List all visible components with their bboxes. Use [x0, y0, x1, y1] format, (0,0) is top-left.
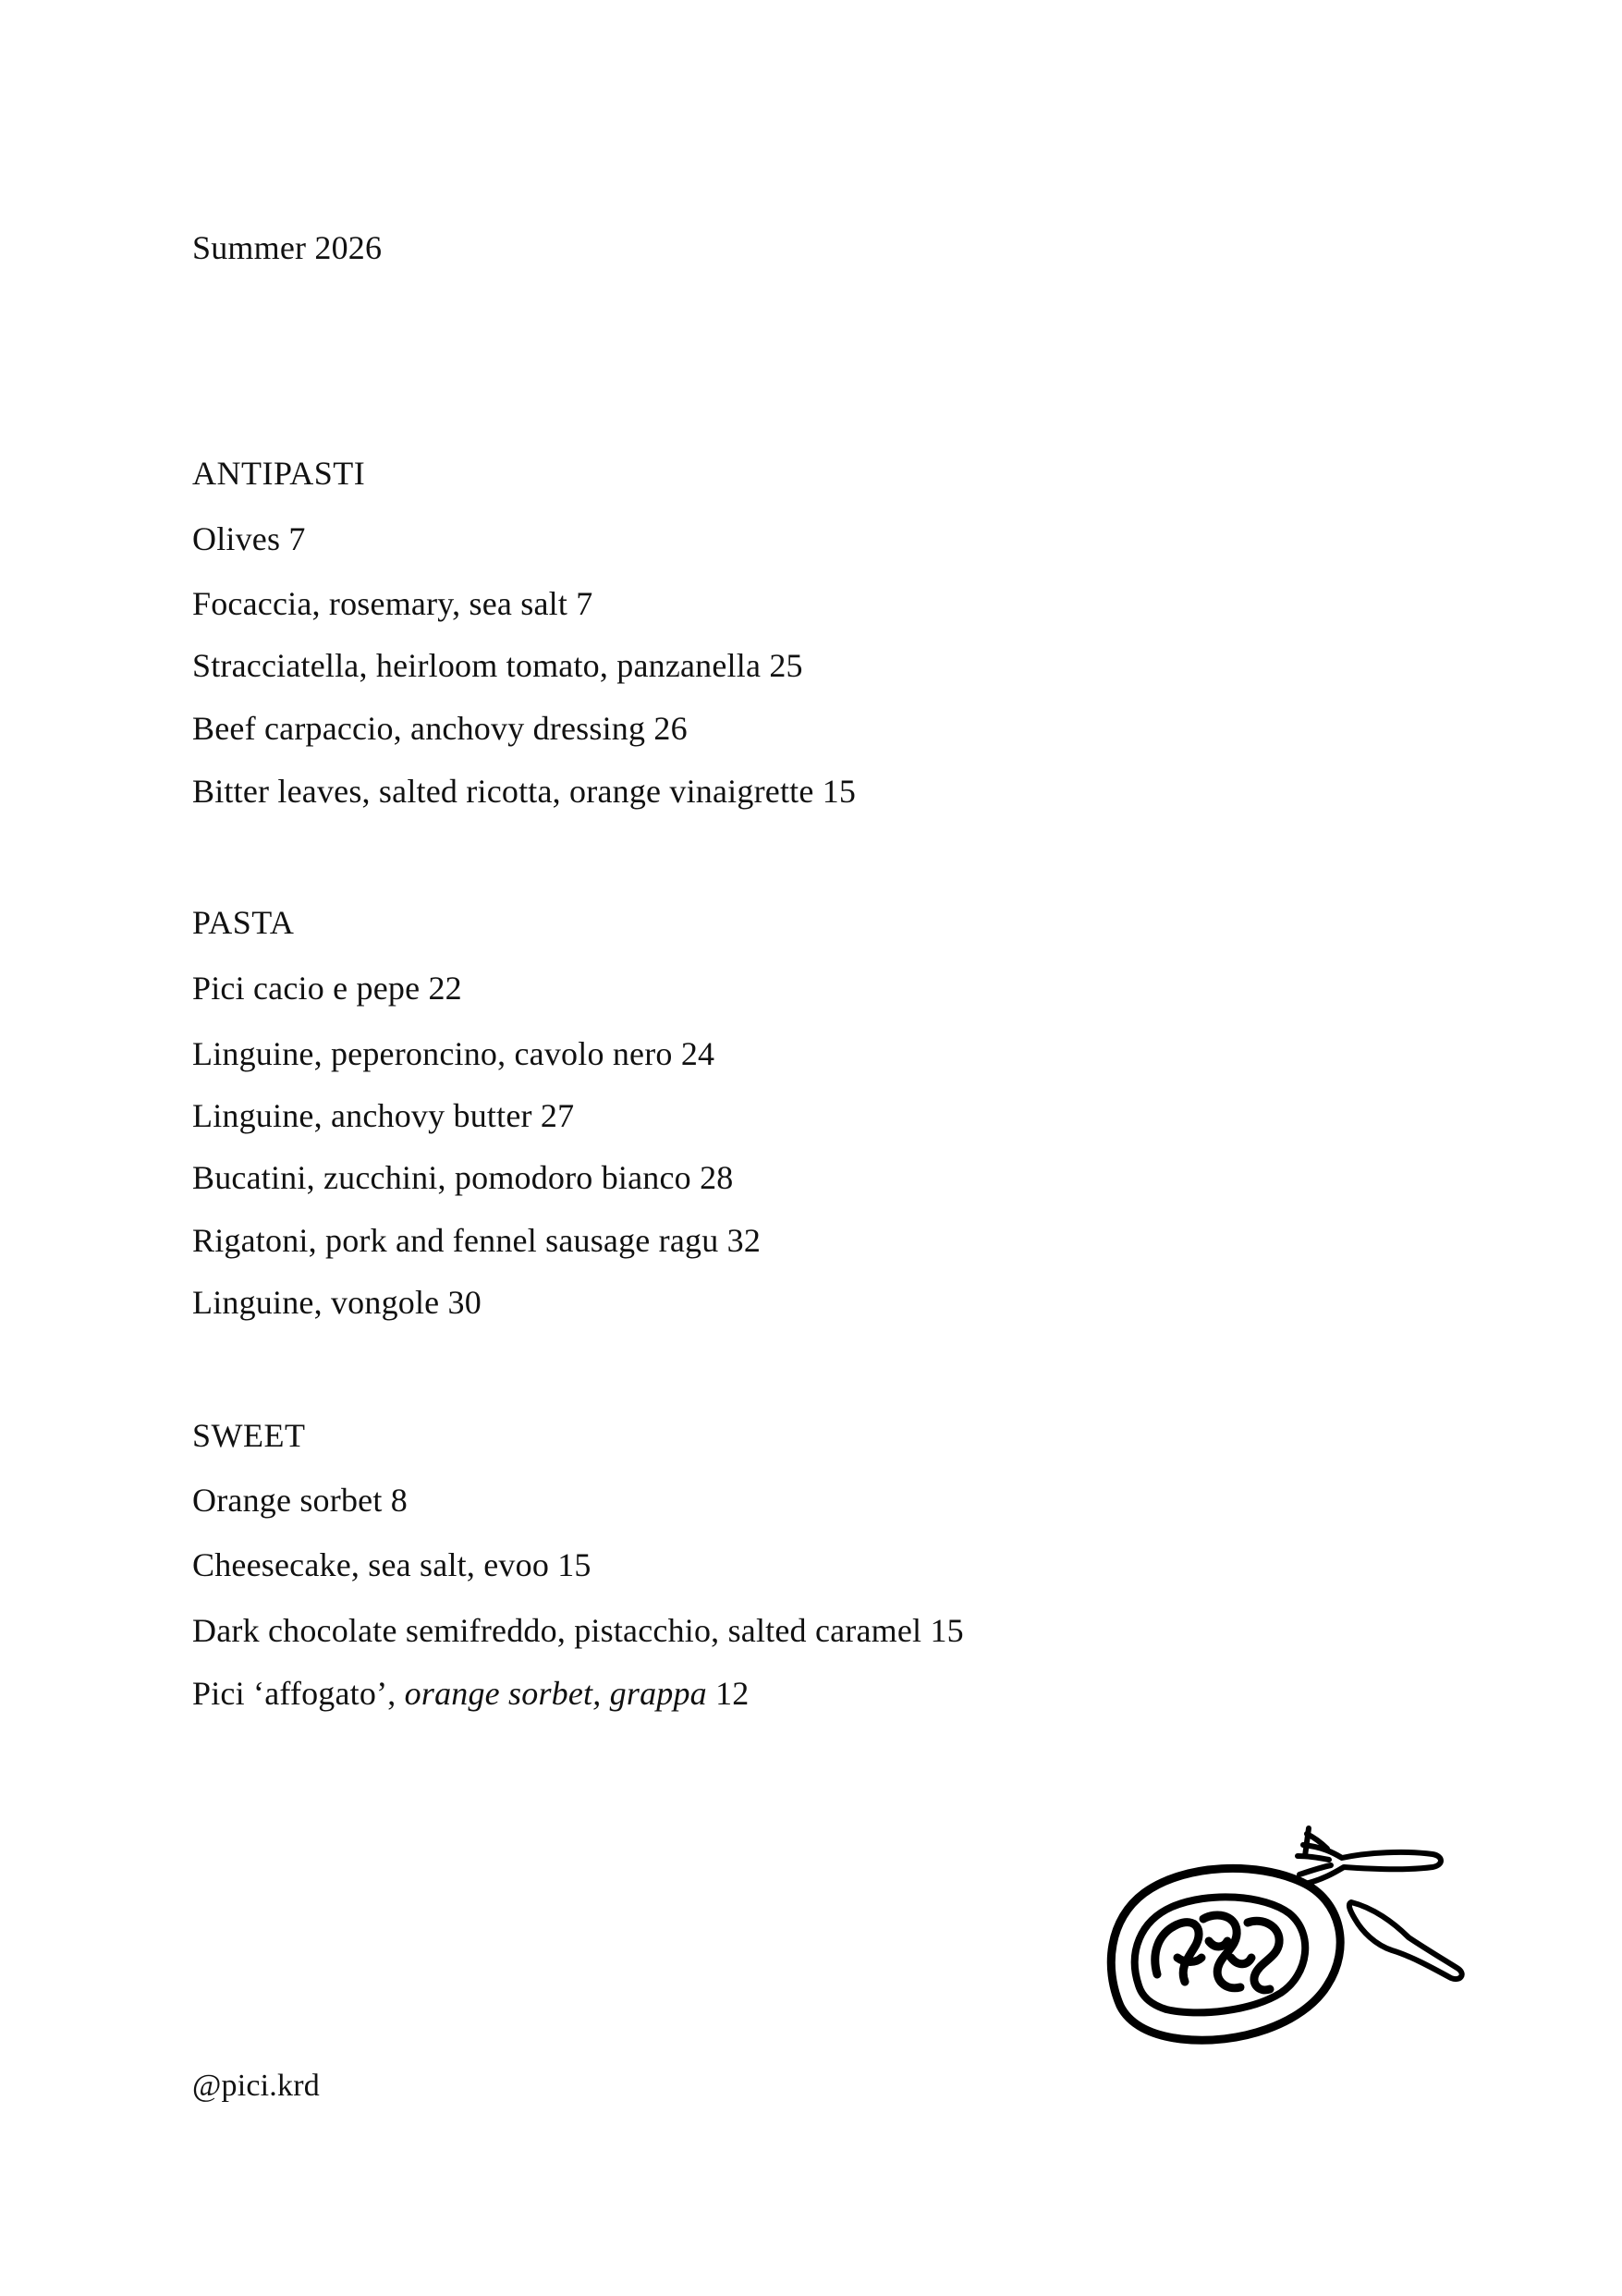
menu-item-affogato: [192, 1675, 749, 1712]
menu-item: Bucatini, zucchini, pomodoro bianco 28: [192, 1159, 734, 1196]
menu-item: Beef carpaccio, anchovy dressing 26: [192, 710, 688, 747]
menu-item: Olives 7: [192, 520, 306, 557]
menu-item: Rigatoni, pork and fennel sausage ragu 32: [192, 1222, 762, 1259]
menu-item: Dark chocolate semifreddo, pistacchio, salted caramel 15: [192, 1612, 964, 1649]
menu-item: Focaccia, rosemary, sea salt 7: [192, 585, 593, 622]
menu-item: Stracciatella, heirloom tomato, panzanella 25: [192, 647, 803, 684]
menu-item: Orange sorbet 8: [192, 1482, 408, 1519]
menu-item: Cheesecake, sea salt, evoo 15: [192, 1546, 591, 1583]
section-title-antipasti: ANTIPASTI: [192, 455, 366, 492]
fork-icon: [1298, 1828, 1441, 1884]
menu-item-description: orange sorbet, grappa: [404, 1675, 707, 1712]
menu-season: Summer 2026: [192, 229, 383, 266]
pasta-plate-illustration: [1100, 1819, 1525, 2069]
menu-item: Linguine, vongole 30: [192, 1284, 482, 1321]
menu-item: Linguine, anchovy butter 27: [192, 1097, 575, 1134]
instagram-handle: @pici.krd: [192, 2069, 320, 2103]
menu-item: Bitter leaves, salted ricotta, orange vinaigrette 15: [192, 773, 857, 810]
knife-icon: [1349, 1902, 1462, 1979]
menu-item-name: Pici ‘affogato’,: [192, 1675, 396, 1712]
section-title-sweet: SWEET: [192, 1417, 306, 1454]
pasta-swirls: [1155, 1915, 1279, 1990]
menu-item: Pici cacio e pepe 22: [192, 970, 462, 1007]
menu-item-price: 12: [715, 1675, 750, 1712]
section-title-pasta: PASTA: [192, 904, 295, 941]
menu-item: Linguine, peperoncino, cavolo nero 24: [192, 1035, 715, 1072]
